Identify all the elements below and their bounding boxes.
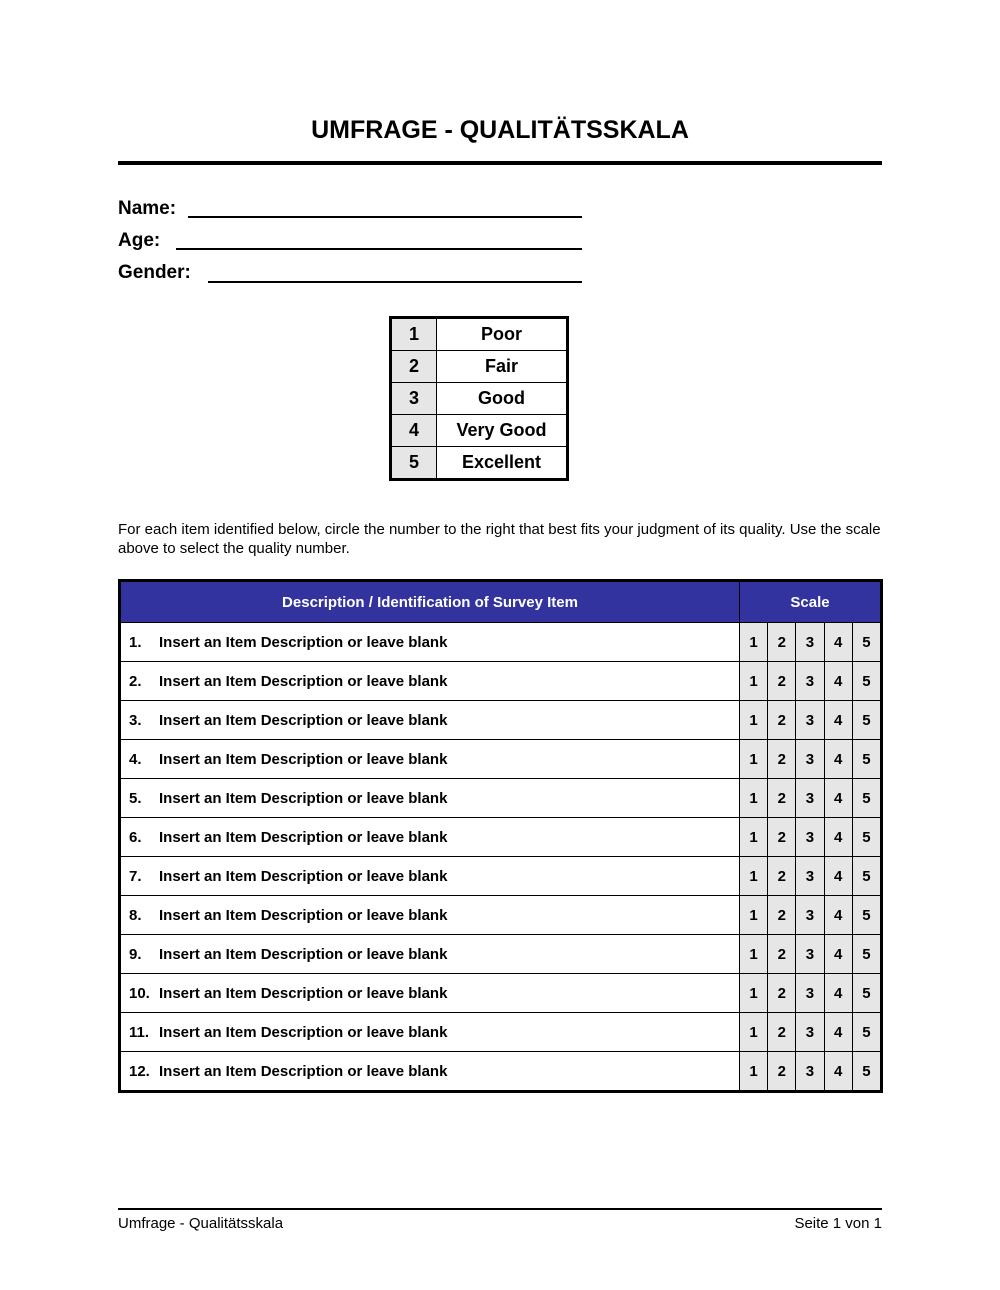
scale-option-3[interactable]: 3 [796, 1052, 824, 1092]
survey-item-text: Insert an Item Description or leave blank [159, 711, 448, 729]
survey-item-text: Insert an Item Description or leave blank [159, 1062, 448, 1080]
scale-option-1[interactable]: 1 [740, 779, 768, 818]
gender-field[interactable] [118, 262, 191, 284]
survey-item-text: Insert an Item Description or leave blank [159, 750, 448, 768]
scale-option-3[interactable]: 3 [796, 896, 824, 935]
scale-legend-row [391, 447, 568, 480]
survey-item-number: 8. [129, 906, 142, 924]
scale-option-5[interactable]: 5 [852, 701, 881, 740]
scale-option-2[interactable]: 2 [768, 974, 796, 1013]
survey-item-number: 5. [129, 789, 142, 807]
scale-option-5[interactable]: 5 [852, 623, 881, 662]
gender-line[interactable] [208, 281, 582, 283]
scale-option-1[interactable]: 1 [740, 701, 768, 740]
scale-option-3[interactable]: 3 [796, 701, 824, 740]
survey-item-text: Insert an Item Description or leave blank [159, 633, 448, 651]
survey-body [120, 623, 882, 1092]
survey-item-number: 1. [129, 633, 142, 651]
scale-legend-row [391, 415, 568, 447]
survey-item-text: Insert an Item Description or leave blank [159, 1023, 448, 1041]
scale-option-4[interactable]: 4 [824, 818, 852, 857]
scale-option-1[interactable]: 1 [740, 935, 768, 974]
scale-option-1[interactable]: 1 [740, 662, 768, 701]
scale-option-4[interactable]: 4 [824, 896, 852, 935]
scale-option-2[interactable]: 2 [768, 1052, 796, 1092]
scale-option-3[interactable]: 3 [796, 857, 824, 896]
scale-legend-number: 1 [391, 318, 437, 351]
survey-item-description[interactable] [120, 740, 740, 779]
survey-item-row [120, 1013, 882, 1052]
scale-option-2[interactable]: 2 [768, 818, 796, 857]
scale-option-5[interactable]: 5 [852, 935, 881, 974]
survey-item-row [120, 779, 882, 818]
scale-option-4[interactable]: 4 [824, 740, 852, 779]
scale-option-3[interactable]: 3 [796, 662, 824, 701]
survey-item-row [120, 896, 882, 935]
scale-legend-number: 3 [391, 383, 437, 415]
page-title: UMFRAGE - QUALITÄTSSKALA [311, 116, 689, 144]
survey-item-text: Insert an Item Description or leave blank [159, 672, 448, 690]
scale-option-1[interactable]: 1 [740, 740, 768, 779]
scale-legend-number: 2 [391, 351, 437, 383]
scale-option-5[interactable]: 5 [852, 662, 881, 701]
survey-item-number: 7. [129, 867, 142, 885]
scale-option-3[interactable]: 3 [796, 974, 824, 1013]
survey-item-description[interactable] [120, 1013, 740, 1052]
scale-option-1[interactable]: 1 [740, 623, 768, 662]
scale-legend-row [391, 318, 568, 351]
scale-option-2[interactable]: 2 [768, 1013, 796, 1052]
scale-option-5[interactable]: 5 [852, 1013, 881, 1052]
survey-table [118, 579, 883, 1093]
survey-item-number: 4. [129, 750, 142, 768]
scale-option-5[interactable]: 5 [852, 857, 881, 896]
survey-item-number: 3. [129, 711, 142, 729]
survey-item-number: 6. [129, 828, 142, 846]
scale-option-1[interactable]: 1 [740, 1052, 768, 1092]
scale-legend-label: Fair [437, 351, 568, 383]
scale-option-2[interactable]: 2 [768, 662, 796, 701]
survey-item-number: 9. [129, 945, 142, 963]
age-field[interactable] [118, 230, 160, 252]
survey-item-description[interactable] [120, 935, 740, 974]
scale-legend-label: Good [437, 383, 568, 415]
survey-item-text: Insert an Item Description or leave blank [159, 945, 448, 963]
survey-item-row [120, 662, 882, 701]
scale-option-2[interactable]: 2 [768, 857, 796, 896]
scale-option-4[interactable]: 4 [824, 1052, 852, 1092]
scale-option-4[interactable]: 4 [824, 1013, 852, 1052]
gender-label: Gender: [118, 262, 191, 283]
scale-option-1[interactable]: 1 [740, 896, 768, 935]
survey-item-row [120, 740, 882, 779]
scale-legend-label: Very Good [437, 415, 568, 447]
scale-option-4[interactable]: 4 [824, 974, 852, 1013]
footer-title: Umfrage - Qualitätsskala [118, 1215, 284, 1232]
survey-item-row [120, 701, 882, 740]
scale-legend-table [389, 316, 569, 481]
survey-item-row [120, 1052, 882, 1092]
survey-item-description[interactable] [120, 1052, 740, 1092]
scale-option-1[interactable]: 1 [740, 818, 768, 857]
survey-item-text: Insert an Item Description or leave blank [159, 867, 448, 885]
scale-column-header: Scale [740, 581, 882, 623]
scale-option-4[interactable]: 4 [824, 857, 852, 896]
footer-page-number: Seite 1 von 1 [794, 1215, 882, 1232]
scale-legend-label: Poor [437, 318, 568, 351]
scale-option-2[interactable]: 2 [768, 779, 796, 818]
scale-option-3[interactable]: 3 [796, 935, 824, 974]
survey-item-text: Insert an Item Description or leave blank [159, 789, 448, 807]
scale-option-2[interactable]: 2 [768, 740, 796, 779]
name-label: Name: [118, 198, 177, 219]
scale-option-5[interactable]: 5 [852, 896, 881, 935]
scale-legend-row [391, 351, 568, 383]
survey-item-number: 11. [129, 1023, 150, 1041]
survey-item-description[interactable] [120, 623, 740, 662]
scale-option-2[interactable]: 2 [768, 623, 796, 662]
name-field[interactable] [118, 198, 176, 220]
scale-option-4[interactable]: 4 [824, 623, 852, 662]
scale-option-2[interactable]: 2 [768, 896, 796, 935]
survey-item-text: Insert an Item Description or leave blank [159, 906, 448, 924]
scale-option-3[interactable]: 3 [796, 740, 824, 779]
scale-option-2[interactable]: 2 [768, 935, 796, 974]
survey-header-row [120, 581, 882, 623]
scale-option-3[interactable]: 3 [796, 1013, 824, 1052]
instructions-text: For each item identified below, circle the number to the right that best fits your judgment of its quality. Use the scale above to select the quality number. [118, 521, 881, 557]
scale-option-5[interactable]: 5 [852, 1052, 881, 1092]
survey-item-row [120, 935, 882, 974]
title-divider [118, 161, 882, 165]
survey-item-description[interactable] [120, 662, 740, 701]
scale-option-3[interactable]: 3 [796, 779, 824, 818]
age-label: Age: [118, 230, 161, 251]
scale-option-5[interactable]: 5 [852, 779, 881, 818]
scale-option-5[interactable]: 5 [852, 974, 881, 1013]
survey-item-description[interactable] [120, 818, 740, 857]
scale-option-5[interactable]: 5 [852, 818, 881, 857]
scale-option-4[interactable]: 4 [824, 935, 852, 974]
survey-item-description[interactable] [120, 779, 740, 818]
scale-option-1[interactable]: 1 [740, 1013, 768, 1052]
survey-item-text: Insert an Item Description or leave blank [159, 828, 448, 846]
scale-legend-number: 4 [391, 415, 437, 447]
survey-item-row [120, 818, 882, 857]
survey-item-number: 2. [129, 672, 142, 690]
survey-item-number: 12. [129, 1062, 150, 1080]
survey-item-text: Insert an Item Description or leave blank [159, 984, 448, 1002]
scale-option-3[interactable]: 3 [796, 818, 824, 857]
scale-option-4[interactable]: 4 [824, 701, 852, 740]
survey-item-description[interactable] [120, 701, 740, 740]
scale-legend-label: Excellent [437, 447, 568, 480]
survey-item-number: 10. [129, 984, 150, 1002]
scale-option-2[interactable]: 2 [768, 701, 796, 740]
survey-item-row [120, 974, 882, 1013]
scale-option-1[interactable]: 1 [740, 974, 768, 1013]
survey-item-row [120, 623, 882, 662]
scale-option-4[interactable]: 4 [824, 662, 852, 701]
scale-option-3[interactable]: 3 [796, 623, 824, 662]
scale-option-1[interactable]: 1 [740, 857, 768, 896]
survey-item-description[interactable] [120, 896, 740, 935]
scale-legend-number: 5 [391, 447, 437, 480]
scale-option-4[interactable]: 4 [824, 779, 852, 818]
name-line[interactable] [188, 216, 582, 218]
survey-item-description[interactable] [120, 857, 740, 896]
survey-item-row [120, 857, 882, 896]
footer-divider [118, 1208, 882, 1210]
scale-legend-row [391, 383, 568, 415]
survey-item-description[interactable] [120, 974, 740, 1013]
age-line[interactable] [176, 248, 582, 250]
description-column-header: Description / Identification of Survey Item [120, 581, 740, 623]
scale-option-5[interactable]: 5 [852, 740, 881, 779]
